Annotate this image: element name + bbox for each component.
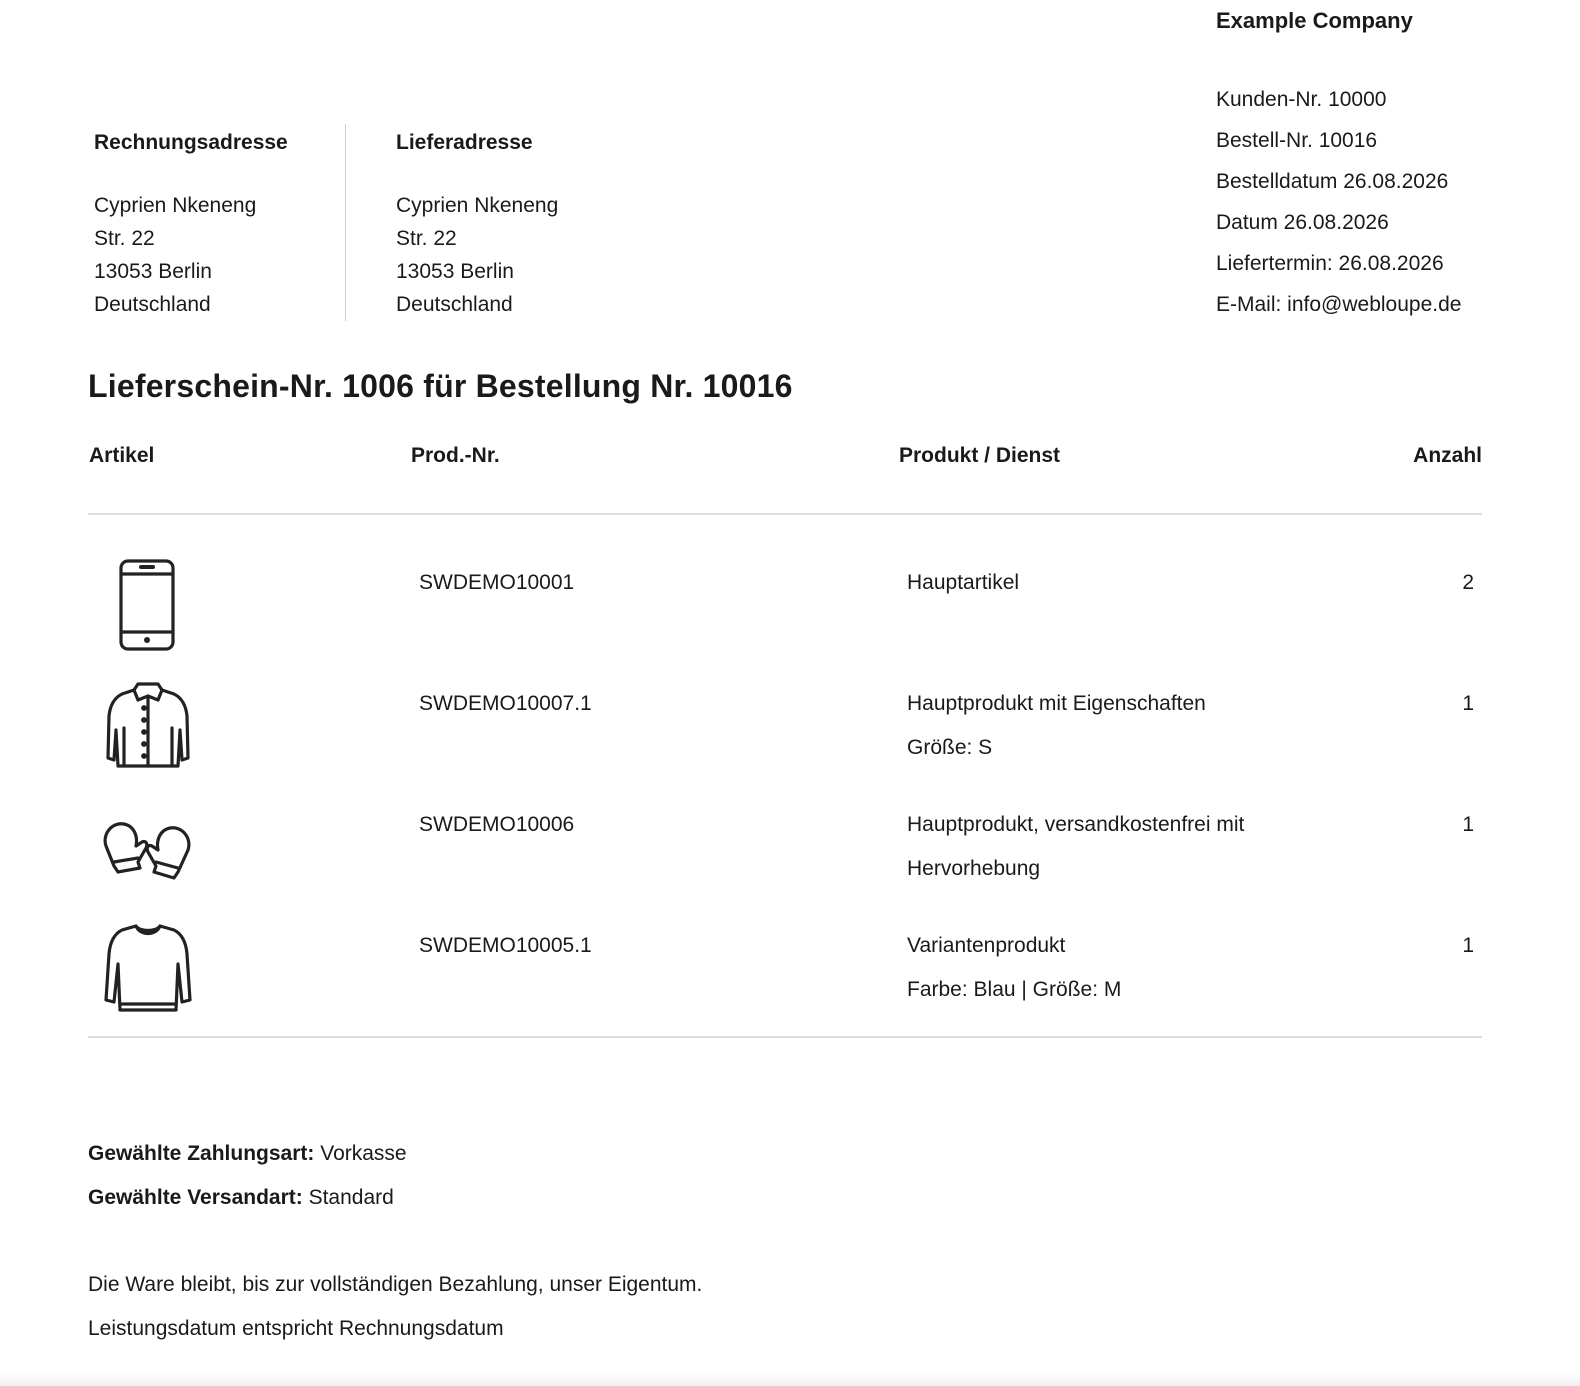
row-3-product-detail: Hervorhebung	[907, 857, 1041, 880]
shipping-method-label: Gewählte Versandart:	[88, 1186, 303, 1209]
billing-heading: Rechnungsadresse	[94, 131, 288, 154]
order-date: Bestelldatum 26.08.2026	[1216, 170, 1449, 193]
address-divider	[345, 124, 346, 321]
customer-number: Kunden-Nr. 10000	[1216, 88, 1387, 111]
row-1-quantity: 2	[1462, 571, 1474, 594]
row-2-product-name: Hauptprodukt mit Eigenschaften	[907, 692, 1206, 715]
company-name: Example Company	[1216, 8, 1413, 33]
row-4-prod-nr: SWDEMO10005.1	[419, 934, 592, 957]
jacket-icon	[100, 678, 196, 774]
shipping-address	[396, 126, 558, 321]
row-3-product-name: Hauptprodukt, versandkostenfrei mit	[907, 813, 1245, 836]
billing-country: Deutschland	[94, 293, 211, 316]
shipping-country: Deutschland	[396, 293, 513, 316]
billing-name: Cyprien Nkeneng	[94, 194, 257, 217]
shipping-city: 13053 Berlin	[396, 260, 514, 283]
table-header-rule	[88, 513, 1482, 515]
document-title: Lieferschein-Nr. 1006 für Bestellung Nr. 10016	[88, 368, 793, 404]
column-header-anzahl: Anzahl	[1413, 444, 1482, 467]
row-4-product-detail: Farbe: Blau | Größe: M	[907, 978, 1122, 1001]
row-4-product-name: Variantenprodukt	[907, 934, 1066, 957]
row-2-quantity: 1	[1462, 692, 1474, 715]
row-2-product-detail: Größe: S	[907, 736, 993, 759]
shipping-method-line	[88, 1186, 394, 1210]
order-meta	[1216, 84, 1461, 330]
delivery-date: Liefertermin: 26.08.2026	[1216, 252, 1444, 275]
shipping-heading: Lieferadresse	[396, 131, 533, 154]
payment-method-line	[88, 1142, 407, 1166]
page-bottom-shadow	[0, 1372, 1580, 1386]
billing-city: 13053 Berlin	[94, 260, 212, 283]
row-3-prod-nr: SWDEMO10006	[419, 813, 575, 836]
row-2-prod-nr: SWDEMO10007.1	[419, 692, 592, 715]
row-4-quantity: 1	[1462, 934, 1474, 957]
column-header-produkt: Produkt / Dienst	[899, 444, 1061, 467]
service-date-note: Leistungsdatum entspricht Rechnungsdatum	[88, 1317, 504, 1340]
shipping-street: Str. 22	[396, 227, 457, 250]
row-1-product-name: Hauptartikel	[907, 571, 1020, 594]
contact-email: E-Mail: info@webloupe.de	[1216, 293, 1462, 316]
shipping-name: Cyprien Nkeneng	[396, 194, 559, 217]
column-header-artikel: Artikel	[89, 444, 155, 467]
smartphone-icon	[100, 556, 196, 652]
mittens-icon	[100, 800, 196, 896]
order-number: Bestell-Nr. 10016	[1216, 129, 1378, 152]
payment-method-value: Vorkasse	[320, 1142, 407, 1165]
column-header-prod-nr: Prod.-Nr.	[411, 444, 500, 467]
billing-address	[94, 126, 288, 321]
table-footer-rule	[88, 1036, 1482, 1038]
document-date: Datum 26.08.2026	[1216, 211, 1389, 234]
shipping-method-value: Standard	[308, 1186, 394, 1209]
row-3-quantity: 1	[1462, 813, 1474, 836]
sweater-icon	[100, 920, 196, 1016]
ownership-note: Die Ware bleibt, bis zur vollständigen Bezahlung, unser Eigentum.	[88, 1273, 703, 1296]
billing-street: Str. 22	[94, 227, 155, 250]
row-1-prod-nr: SWDEMO10001	[419, 571, 575, 594]
payment-method-label: Gewählte Zahlungsart:	[88, 1142, 315, 1165]
